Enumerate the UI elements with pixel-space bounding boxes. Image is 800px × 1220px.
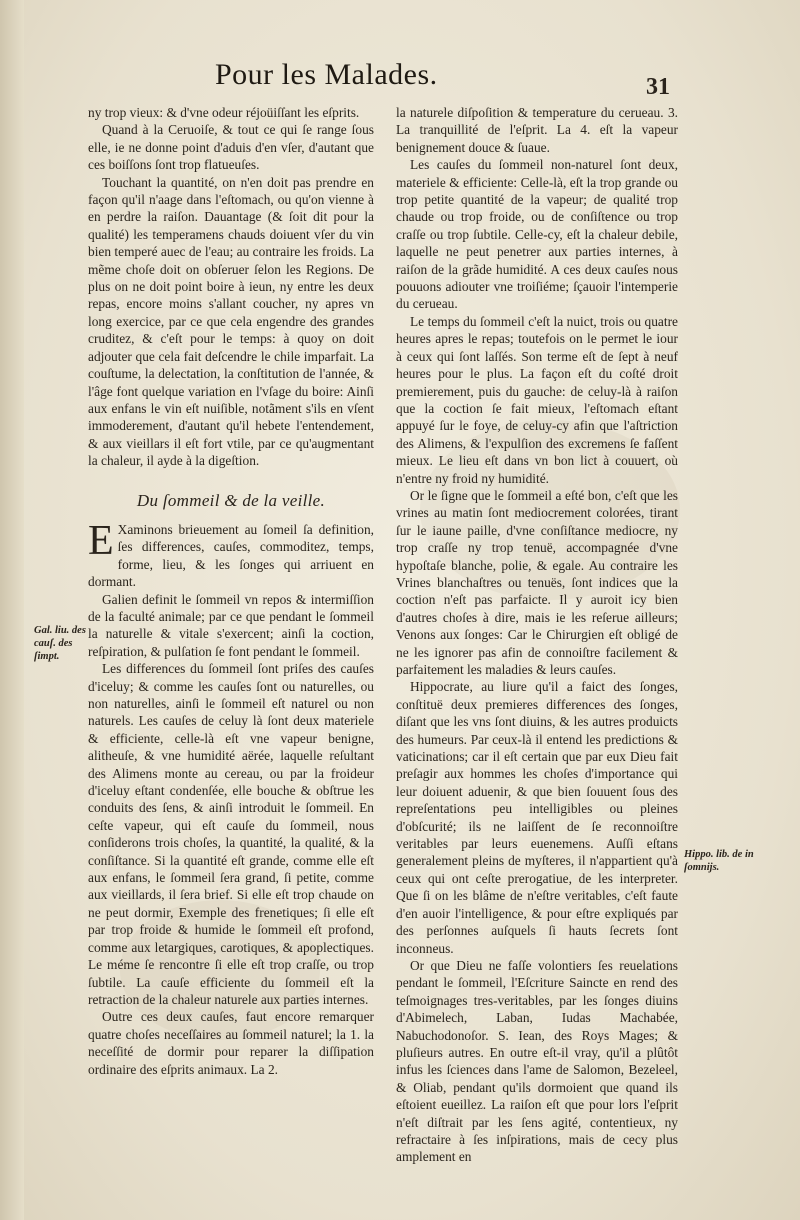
paragraph: Quand à la Ceruoiſe, & tout ce qui ſe range ſous elle, ie ne donne point d'aduis d'en vſer, d'autant que ces boiſſons ſont trop flatueuſes. — [88, 122, 374, 173]
paragraph — [88, 517, 374, 591]
paragraph: Galien definit le ſommeil vn repos & intermiſſion de la faculté animale; par ce que pendant le ſommeil la naturelle & vitale s'exercent; ainſi la coction, reſpiration, & pulſation ſe font pendant le ſommeil. — [88, 591, 374, 659]
paragraph-text: Xaminons brieuement au ſomeil ſa definition, ſes differences, cauſes, commoditez, temps, forme, lieu, & les ſonges qui arriuent en dormant. — [88, 521, 374, 590]
left-column — [88, 104, 374, 1078]
drop-capital: E — [88, 517, 114, 564]
paragraph: Les differences du ſommeil ſont priſes des cauſes d'iceluy; & comme les cauſes ſont ou naturelles, ou non naturelles, ainſi le ſommeil eſt naturel ou non naturels. Les cauſes de celuy là ſont deux materiele & efficiente, celle-là eſt vne vapeur benigne, alitheuſe, & vne humidité aërée, laquelle reſultant des Alimens monte au cereau, ou par la froideur d'iceluy eſtant condenſée, elle bouche & obſtrue les conduits des ſens, & ainſi introduit le ſommeil. En ceſte vapeur, qui eſt cauſe du ſommeil, nous conſiderons trois choſes, la quantité, la qualité, & la conſiſtance. Si la quantité eſt grande, comme elle eſt aux enfans, le ſommeil ſera grand, ſi petite, comme aux vieillards, il ſera brief. Si elle eſt trop chaude on ne peut dormir, Exemple des frenetiques; ſi elle eſt par trop froide & humide le ſommeil eſt profond, comme aux letargiques, carotiques, & apoplectiques. Le méme ſe rencontre ſi elle eſt trop craſſe, ou trop ſubtile. La cauſe efficiente du ſommeil eſt la retraction de la chaleur naturele aux parties internes. — [88, 661, 374, 1007]
paragraph: la naturele diſpoſition & temperature du cerueau. 3. La tranquillité de l'eſprit. La 4. eſt la vapeur benignement douce & ſuaue. — [396, 105, 678, 155]
paragraph: Les cauſes du ſommeil non-naturel ſont deux, materiele & efficiente: Celle-là, eſt la trop grande ou trop petite quantité de la vapeur; de qualité trop chaude ou trop froide, ou de conſiſtence ou trop craſſe ou trop ſubtile. Celle-cy, eſt la chaleur debile, laquelle ne peut penetrer aux parties internes, à raiſon de la grãde humidité. A ces deux cauſes nous pouuons adiouter vne troiſiéme; ſçauoir l'intemperie du cerueau. — [396, 157, 678, 312]
paragraph: Le temps du ſommeil c'eſt la nuict, trois ou quatre heures apres le repas; toutefois on le permet le iour à ceux qui ſont laſſés. Son terme eſt de ſept à neuf heures pour le plus. La façon eſt du coſté droit premierement, puis du gauche: de celuy-là à raiſon que la coction ſe fait mieux, l'eſtomach eſtant appuyé ſur le foye, de celuy-cy afin que l'aſtriction des Alimens, & l'expulſion des excremens ſe faſſent mieux. Le lieu eſt dans vn bon lict à couuert, où n'entre ny froid ny humidité. — [396, 313, 678, 486]
right-column — [396, 104, 678, 1166]
paragraph: Outre ces deux cauſes, faut encore remarquer quatre choſes neceſſaires au ſommeil naturel; la 1. la neceſſité de dormir pour reparer la diſſipation ordinaire des eſprits animaux. La 2. — [88, 1009, 374, 1077]
running-title: Pour les Malades. — [215, 58, 438, 91]
page-number: 31 — [646, 74, 670, 100]
paragraph: Or le ſigne que le ſommeil a eſté bon, c'eſt que les vrines au matin ſont mediocrement colorées, tirant ſur le iaune paille, d'vne conſiſtance mediocre, ny trop craſſe ny trop tenuë, accompagnée d'vne hypoſtaſe blanche, polie, & egale. Au contraire les Vrines blanchaſtres ou tenuës, ſont indices que la coction n'eſt pas parfaicte. Il y auroit icy bien d'autres choſes à dire, mais ie les reſerue ailleurs; Venons aux ſonges: Car le Chirurgien eſt obligé de ne les ignorer pas afin de connoiſtre facilement & parfaitement les maladies & leurs cauſes. — [396, 487, 678, 677]
paragraph: Or que Dieu ne faſſe volontiers ſes reuelations pendant le ſommeil, l'Eſcriture Saincte en rend des teſmoignages tres-veritables, par les ſonges diuins d'Abimelech, Laban, Iudas Machabée, Nabuchodonoſor. S. Iean, des Roys Mages; & pluſieurs autres. En outre eſt-il vray, qu'il a plûtôt infus les ſciences dans l'ame de Salomon, Bezeleel, & Oliab, pendant qu'ils dormoient que quand ils eſtoient eueillez. La raiſon eſt que pour lors l'eſprit n'eſt diſtrait par les ſens agité, contentieux, ny refractaire à ſes inſpirations, mais de cecy plus amplement en — [396, 957, 678, 1165]
page-gutter — [0, 0, 24, 1220]
margin-note-right: Hippo. lib. de in ſomnijs. — [684, 849, 754, 873]
paragraph: ny trop vieux: & d'vne odeur réjoüiſſant les eſprits. — [88, 105, 360, 120]
section-heading: Du ſommeil & de la veille. — [136, 490, 326, 510]
margin-note-left: Gal. liu. des cauſ. des ſimpt. — [34, 625, 86, 662]
paragraph: Hippocrate, au liure qu'il a faict des ſonges, conſtituë deux premieres differences des ſonges, diſant que les vns ſont diuins, & les autres produicts des humeurs. Par ceux-là il entend les predictions & vaticinations; car il eſt certain que par eux Dieu fait preſagir aux hommes les choſes d'importance qui leur doiuent aduenir, & que bien ſouuent ſous des repreſentations peu intelligibles ou pleines d'obſcurité; ils ne laiſſent de ſe reconnoiſtre veritables par leurs euenemens. Auſſi eſtans generalement pleins de myſteres, il n'appartient qu'à ceux qui ont ceſte prerogatiue, de les interpreter. Que ſi on les blâme de n'eſtre veritables, c'eſt faute d'en auoir l'intelligence, & pour eſtre expliqués par des perſonnes auſquels ſi hauts ſecrets ſont inconneus. — [396, 679, 678, 956]
paragraph: Touchant la quantité, on n'en doit pas prendre en façon qu'il n'aage dans l'eſtomach, ou qu'on vienne à en perdre la raiſon. Dauantage (& ſoit dit pour la qualité) les temperamens chauds doiuent vſer du vin bien temperé auec de l'eau; au contraire les froids. La mẽme choſe doit on obſeruer ſelon les Regions. De plus on ne doit point boire à ieun, ny entre les deux repas, encore moins s'allant coucher, ny apres vn long exercice, par ce que cela engendre des grandes cruditez, & c'eſt pour le temps: à quoy on doit adjouter que cela fait deſcendre le chile imparfait. La couſtume, la delectation, la conſtitution de l'année, & l'âge font quelque variation en l'vſage du boire: Ainſi aux enfans le vin eſt nuiſible, notãment s'ils en vſent immoderement, d'autant qu'il hebete l'entendement, & aux vieillars il eſt fort vtile, par ce qu'augmentant la chaleur, il ayde à la digeſtion. — [88, 174, 374, 469]
page-header — [0, 56, 800, 100]
